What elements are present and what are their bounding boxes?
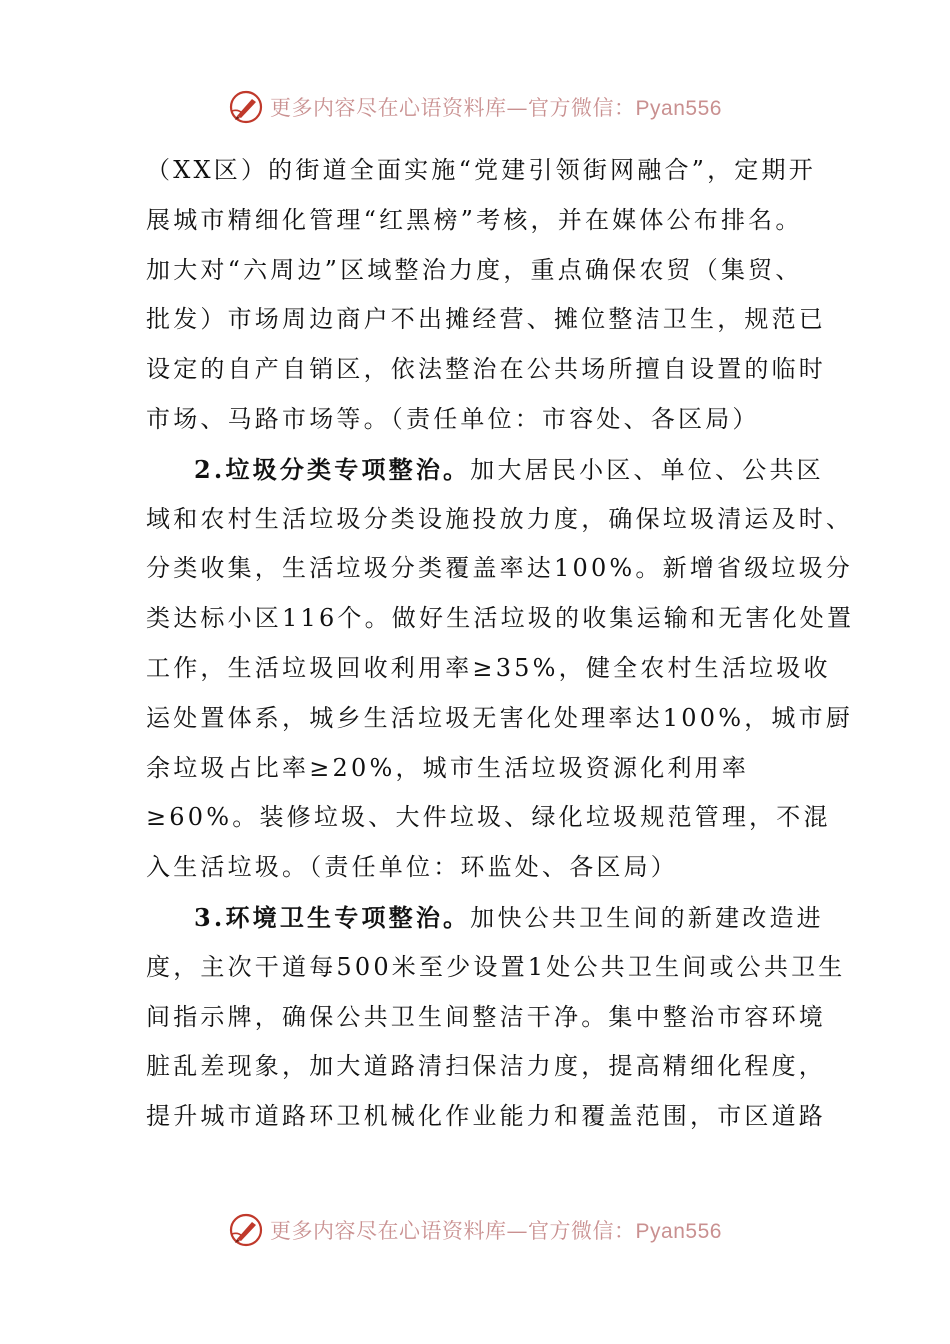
section-heading: 3.环境卫生专项整治。 [194,902,471,932]
text-line: （XX区）的街道全面实施“党建引领街网融合”，定期开 [146,156,816,184]
text-line: ≥60%。装修垃圾、大件垃圾、绿化垃圾规范管理，不混 [146,803,831,832]
text-line: 域和农村生活垃圾分类设施投放力度，确保垃圾清运及时、 [146,504,854,533]
banner-text [270,1215,722,1245]
text-line: 类达标小区116个。做好生活垃圾的收集运输和无害化处置 [146,604,855,633]
text-line: 加大对“六周边”区域整治力度，重点确保农贸（集贸、 [146,255,803,284]
text-line: 运处置体系，城乡生活垃圾无害化处理率达100%，城市厨 [146,703,854,732]
text-line: 提升城市道路环卫机械化作业能力和覆盖范围，市区道路 [146,1102,826,1131]
pen-logo-icon [228,1212,264,1248]
text-line: 入生活垃圾。（责任单位：环监处、各区局） [146,853,678,882]
text-line: 市场、马路市场等。（责任单位：市容处、各区局） [146,404,760,433]
banner-wechat-id: Pyan556 [635,1220,722,1243]
section-heading-line [146,893,826,943]
text-line: 设定的自产自销区，依法整治在公共场所擅自设置的临时 [146,355,826,384]
banner-wechat-id: Pyan556 [635,97,722,120]
text-line: 度，主次干道每500米至少设置1处公共卫生间或公共卫生 [146,952,846,981]
text-line: 分类收集，生活垃圾分类覆盖率达100%。新增省级垃圾分 [146,554,854,583]
text-line: 余垃圾占比率≥20%，城市生活垃圾资源化利用率 [146,753,750,782]
section-text: 加大居民小区、单位、公共区 [470,455,824,484]
text-line: 间指示牌，确保公共卫生间整洁干净。集中整治市容环境 [146,1002,826,1031]
footer-banner [0,1207,950,1253]
section-text: 加快公共卫生间的新建改造进 [470,903,824,932]
banner-text [270,92,722,122]
banner-promo-text: 更多内容尽在心语资料库—官方微信： [270,1219,636,1243]
header-banner [0,84,950,130]
text-line: 批发）市场周边商户不出摊经营、摊位整洁卫生，规范已 [146,305,826,334]
section-heading: 2.垃圾分类专项整治。 [194,454,471,484]
banner-promo-text: 更多内容尽在心语资料库—官方微信： [270,96,636,120]
pen-logo-icon [228,89,264,125]
section-heading-line [146,445,826,495]
text-line: 脏乱差现象，加大道路清扫保洁力度，提高精细化程度， [146,1052,826,1081]
document-body [146,146,855,1142]
text-line: 展城市精细化管理“红黑榜”考核，并在媒体公布排名。 [146,205,803,234]
text-line: 工作，生活垃圾回收利用率≥35%，健全农村生活垃圾收 [146,653,831,682]
